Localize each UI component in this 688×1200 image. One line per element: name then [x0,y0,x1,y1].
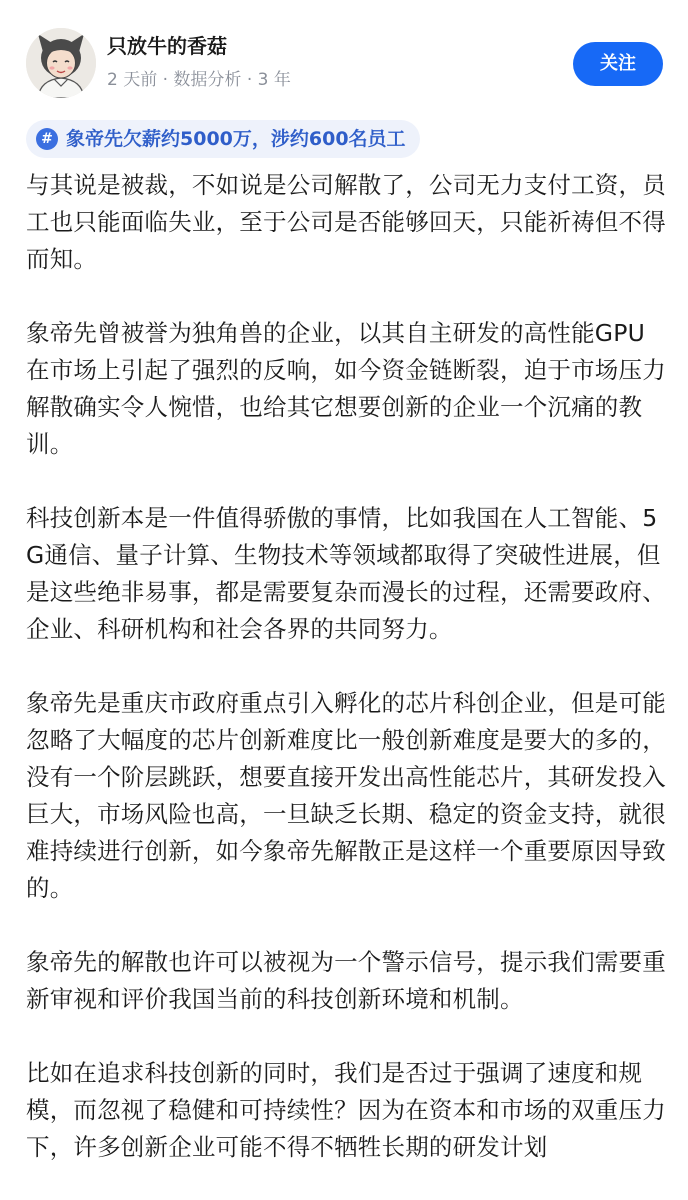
author-name[interactable]: 只放牛的香菇 [107,34,227,58]
article-paragraph: 象帝先是重庆市政府重点引入孵化的芯片科创企业，但是可能忽略了大幅度的芯片创新难度比一般创新难度是要大的多的，没有一个阶层跳跃，想要直接开发出高性能芯片，其研发投入巨大，市场风险也高，一旦缺乏长期、稳定的资金支持，就很难持续进行创新，如今象帝先解散正是这样一个重要原因导致的。 [26,689,666,902]
hashtag-icon: # [36,128,58,150]
article-body [26,167,666,1200]
follow-button[interactable]: 关注 [573,42,663,86]
avatar[interactable] [26,28,96,98]
article-paragraph: 象帝先的解散也许可以被视为一个警示信号，提示我们需要重新审视和评价我国当前的科技创新环境和机制。 [26,948,666,1013]
topic-label: 象帝先欠薪约5000万，涉约600名员工 [66,128,406,150]
topic-tag[interactable] [26,120,420,158]
avatar-illustration [26,28,96,98]
article-paragraph: 科技创新本是一件值得骄傲的事情，比如我国在人工智能、5G通信、量子计算、生物技术等领域都取得了突破性进展，但是这些绝非易事，都是需要复杂而漫长的过程，还需要政府、企业、科研机构和社会各界的共同努力。 [26,504,666,643]
article-paragraph: 比如在追求科技创新的同时，我们是否过于强调了速度和规模，而忽视了稳健和可持续性？因为在资本和市场的双重压力下，许多创新企业可能不得不牺牲长期的研发计划 [26,1059,666,1161]
post-header [0,0,688,120]
article-paragraph: 与其说是被裁，不如说是公司解散了，公司无力支付工资，员工也只能面临失业，至于公司是否能够回天，只能祈祷但不得而知。 [26,171,666,273]
article-paragraph: 象帝先曾被誉为独角兽的企业，以其自主研发的高性能GPU在市场上引起了强烈的反响，如今资金链断裂，迫于市场压力解散确实令人惋惜，也给其它想要创新的企业一个沉痛的教训。 [26,319,666,458]
post-meta: 2 天前 · 数据分析 · 3 年 [107,70,291,90]
